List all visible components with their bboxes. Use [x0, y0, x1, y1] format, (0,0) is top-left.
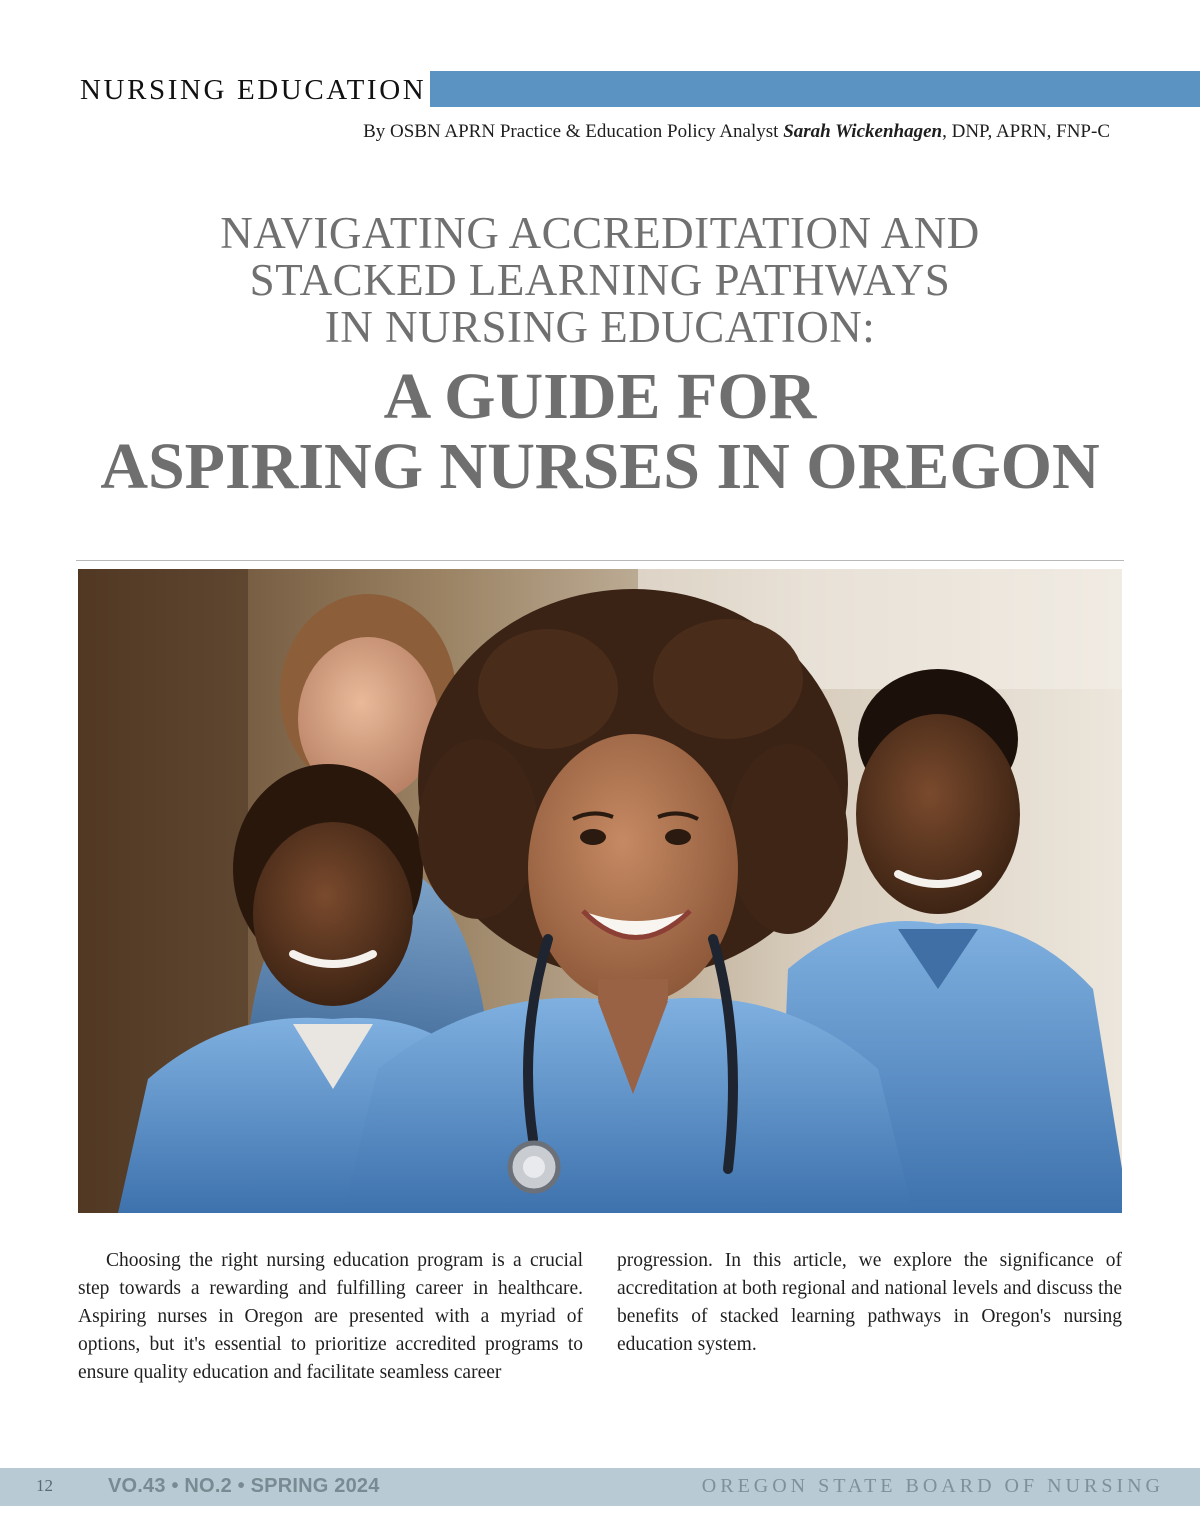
article-body	[78, 1247, 1122, 1387]
byline-author: Sarah Wickenhagen	[783, 121, 943, 142]
section-accent-bar	[430, 71, 1200, 107]
page-number: 12	[36, 1476, 53, 1495]
hero-photo	[78, 569, 1122, 1213]
section-label: NURSING EDUCATION	[80, 74, 427, 106]
page-footer	[0, 1468, 1200, 1506]
article-title	[0, 362, 1200, 502]
kicker-line: NAVIGATING ACCREDITATION AND	[220, 208, 980, 258]
body-column-left: Choosing the right nursing education program is a crucial step towards a rewarding and fulfilling career in healthcare. Aspiring nurses in Oregon are presented with a myriad of options, but it's essential to prioritize accredited programs to ensure quality education and facilitate seamless career	[78, 1250, 583, 1383]
publication-name: OREGON STATE BOARD OF NURSING	[701, 1475, 1164, 1497]
hero-photo-illustration	[78, 569, 1122, 1213]
byline	[363, 121, 1110, 143]
body-column-right: progression. In this article, we explore the significance of accreditation at both regional and national levels and discuss the benefits of stacked learning pathways in Oregon's nursing education system.	[617, 1250, 1122, 1355]
article-kicker	[0, 210, 1200, 351]
byline-credentials: , DNP, APRN, FNP-C	[942, 121, 1110, 142]
title-line: ASPIRING NURSES IN OREGON	[100, 430, 1100, 503]
byline-prefix: By OSBN APRN Practice & Education Policy Analyst	[363, 121, 784, 142]
issue-info: VO.43 • NO.2 • SPRING 2024	[108, 1475, 380, 1497]
kicker-line: STACKED LEARNING PATHWAYS	[249, 255, 951, 305]
divider-rule	[76, 560, 1124, 561]
title-line: A GUIDE FOR	[383, 360, 817, 433]
kicker-line: IN NURSING EDUCATION:	[324, 302, 876, 352]
